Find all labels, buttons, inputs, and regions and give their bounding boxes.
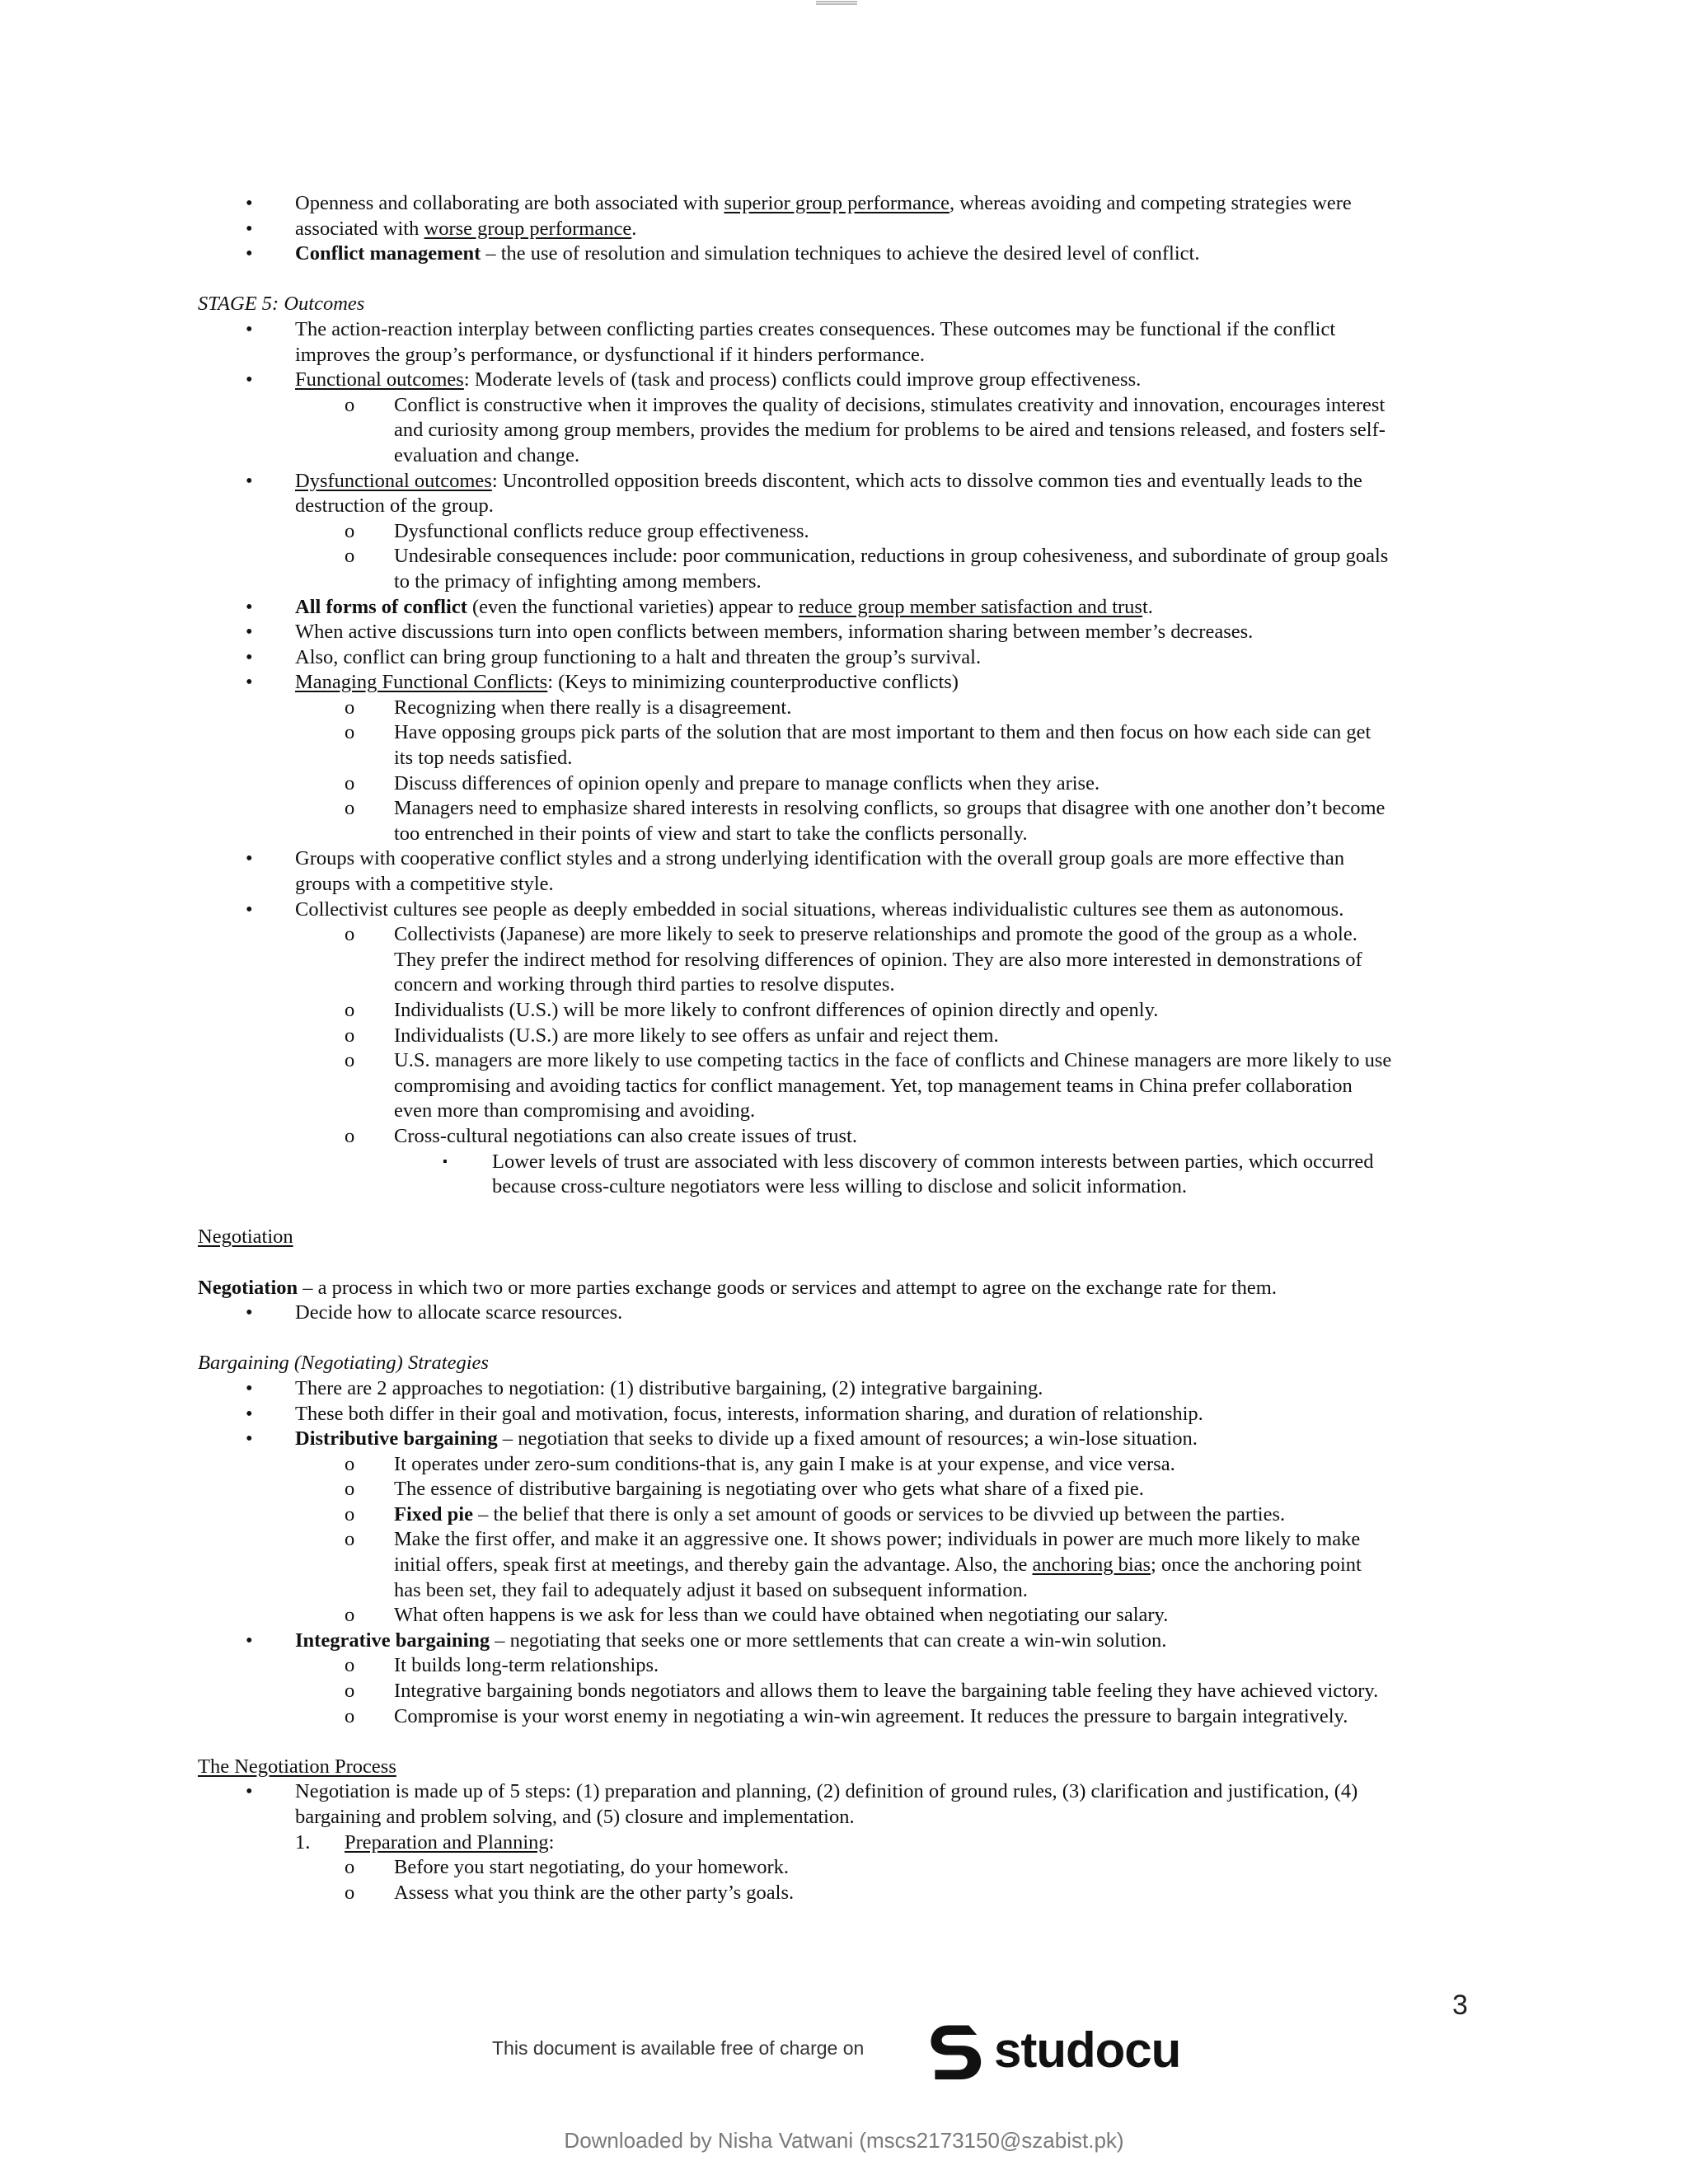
square-lower-trust: ▪ Lower levels of trust are associated with less discovery of common interests between parties, which occurred xyxy=(198,1150,1492,1175)
sub-fixed-pie: o Fixed pie – the belief that there is only a set amount of goods or services to be divvied up between the parties. xyxy=(198,1502,1492,1528)
sub-first-offer-cont2: has been set, they fail to adequately adjust it based on subsequent information. xyxy=(394,1578,1028,1601)
bullet-five-steps: • Negotiation is made up of 5 steps: (1) preparation and planning, (2) definition of ground rules, (3) clarification and justification, (4) xyxy=(198,1779,1492,1805)
sub-essence: o The essence of distributive bargaining is negotiating over who gets what share of a fixed pie. xyxy=(198,1477,1492,1502)
bullet-cooperative-cont: groups with a competitive style. xyxy=(295,873,554,896)
negotiation-heading: Negotiation xyxy=(198,1226,293,1249)
sub-recognizing: o Recognizing when there really is a disagreement. xyxy=(198,696,1492,721)
sub-us-managers-cont1: compromising and avoiding tactics for conflict management. Yet, top management teams in China prefer collaboration xyxy=(394,1074,1353,1097)
sub-collectivists-cont2: concern and working through third parties to resolve disputes. xyxy=(394,973,895,996)
page-number: 3 xyxy=(1452,1990,1468,2021)
sub-us-managers: o U.S. managers are more likely to use competing tactics in the face of conflicts and Chinese managers are more likely to use xyxy=(198,1048,1492,1074)
sub-opposing-groups-cont: its top needs satisfied. xyxy=(394,747,573,770)
bullet-functional-outcomes: • Functional outcomes: Moderate levels of (task and process) conflicts could improve group effectiveness. xyxy=(198,368,1492,393)
sub-individualists-confront: o Individualists (U.S.) will be more likely to confront differences of opinion directly and openly. xyxy=(198,998,1492,1024)
sub-dysfunctional-reduce: o Dysfunctional conflicts reduce group effectiveness. xyxy=(198,519,1492,545)
bullet-halt: • Also, conflict can bring group functioning to a halt and threaten the group’s survival. xyxy=(198,645,1492,671)
sub-us-managers-cont2: even more than compromising and avoiding. xyxy=(394,1099,756,1122)
sub-homework: o Before you start negotiating, do your homework. xyxy=(198,1855,1492,1881)
sub-managers-emphasize: o Managers need to emphasize shared interests in resolving conflicts, so groups that disagree with one another don’t become xyxy=(198,796,1492,822)
bullet-collectivist: • Collectivist cultures see people as deeply embedded in social situations, whereas individualistic cultures see them as autonomous. xyxy=(198,898,1492,923)
sub-constructive: o Conflict is constructive when it improves the quality of decisions, stimulates creativity and innovation, encourages interest xyxy=(198,393,1492,419)
sub-first-offer-cont1: initial offers, speak first at meetings, and thereby gain the advantage. Also, the anchoring bias; once the anchoring point xyxy=(394,1554,1362,1577)
studocu-wordmark: studocu xyxy=(994,2022,1181,2078)
bullet-all-forms: • All forms of conflict (even the functional varieties) appear to reduce group member satisfaction and trust. xyxy=(198,595,1492,621)
process-heading: The Negotiation Process xyxy=(198,1755,396,1778)
sub-individualists-offers: o Individualists (U.S.) are more likely to see offers as unfair and reject them. xyxy=(198,1024,1492,1049)
bullet-cooperative: • Groups with cooperative conflict styles and a strong underlying identification with the overall group goals are more effective than xyxy=(198,846,1492,872)
studocu-logo[interactable] xyxy=(921,2016,1180,2083)
stage5-heading: STAGE 5: Outcomes xyxy=(198,293,365,316)
bullet-openness-cont: • associated with worse group performance. xyxy=(198,217,1492,242)
sub-constructive-cont2: evaluation and change. xyxy=(394,443,580,466)
sub-undesirable-cont: to the primacy of infighting among members. xyxy=(394,569,762,593)
sub-discuss: o Discuss differences of opinion openly and prepare to manage conflicts when they arise. xyxy=(198,771,1492,797)
bullet-distributive: • Distributive bargaining – negotiation that seeks to divide up a fixed amount of resources; a win-lose situation. xyxy=(198,1427,1492,1452)
studocu-s-icon xyxy=(921,2016,989,2083)
bullet-conflict-management: • Conflict management – the use of resolution and simulation techniques to achieve the desired level of conflict. xyxy=(198,241,1492,267)
bullet-five-steps-cont: bargaining and problem solving, and (5) closure and implementation. xyxy=(295,1806,855,1828)
bullet-dysfunctional-cont: destruction of the group. xyxy=(295,494,494,518)
sub-bonds: o Integrative bargaining bonds negotiators and allows them to leave the bargaining table feeling they have achieved victory. xyxy=(198,1679,1492,1704)
square-lower-trust-cont: because cross-culture negotiators were less willing to disclose and solicit information. xyxy=(492,1175,1187,1198)
sub-managers-emphasize-cont: too entrenched in their points of view and start to take the conflicts personally. xyxy=(394,822,1028,845)
downloaded-by: Downloaded by Nisha Vatwani (mscs2173150@szabist.pk) xyxy=(564,2128,1124,2153)
bullet-allocate: • Decide how to allocate scarce resources. xyxy=(198,1301,1492,1326)
header-mark xyxy=(816,0,857,5)
sub-compromise: o Compromise is your worst enemy in negotiating a win-win agreement. It reduces the pressure to bargain integratively. xyxy=(198,1704,1492,1730)
sub-long-term: o It builds long-term relationships. xyxy=(198,1653,1492,1679)
sub-zero-sum: o It operates under zero-sum conditions-that is, any gain I make is at your expense, and vice versa. xyxy=(198,1452,1492,1478)
bullet-integrative: • Integrative bargaining – negotiating that seeks one or more settlements that can create a win-win solution. xyxy=(198,1629,1492,1654)
negotiation-definition: Negotiation – a process in which two or more parties exchange goods or services and attempt to agree on the exchange rate for them. xyxy=(198,1276,1277,1299)
sub-constructive-cont1: and curiosity among group members, provides the medium for problems to be aired and tensions released, and fosters self- xyxy=(394,419,1386,442)
sub-salary: o What often happens is we ask for less than we could have obtained when negotiating our salary. xyxy=(198,1603,1492,1629)
sub-collectivists-cont1: They prefer the indirect method for resolving differences of opinion. They are also more interested in demonstrations of xyxy=(394,948,1362,971)
document-body xyxy=(198,191,1492,1905)
sub-collectivists: o Collectivists (Japanese) are more likely to seek to preserve relationships and promote the good of the group as a whole. xyxy=(198,922,1492,948)
bullet-active-discussions: • When active discussions turn into open conflicts between members, information sharing between member’s decreases. xyxy=(198,620,1492,645)
availability-note: This document is available free of charge on xyxy=(492,2037,865,2059)
bullet-differ: • These both differ in their goal and motivation, focus, interests, information sharing, and duration of relationship. xyxy=(198,1402,1492,1427)
bullet-action-reaction: • The action-reaction interplay between conflicting parties creates consequences. These outcomes may be functional if the conflict xyxy=(198,317,1492,343)
sub-first-offer: o Make the first offer, and make it an aggressive one. It shows power; individuals in power are much more likely to make xyxy=(198,1527,1492,1553)
bullet-two-approaches: • There are 2 approaches to negotiation: (1) distributive bargaining, (2) integrative bargaining. xyxy=(198,1376,1492,1402)
bullet-action-reaction-cont: improves the group’s performance, or dysfunctional if it hinders performance. xyxy=(295,343,926,366)
bargaining-heading: Bargaining (Negotiating) Strategies xyxy=(198,1352,489,1375)
sub-undesirable: o Undesirable consequences include: poor communication, reductions in group cohesiveness, and subordinate of group goals xyxy=(198,544,1492,569)
sub-assess-goals: o Assess what you think are the other party’s goals. xyxy=(198,1881,1492,1906)
sub-cross-cultural: o Cross-cultural negotiations can also create issues of trust. xyxy=(198,1124,1492,1150)
sub-opposing-groups: o Have opposing groups pick parts of the solution that are most important to them and then focus on how each side can get xyxy=(198,720,1492,746)
bullet-dysfunctional-outcomes: • Dysfunctional outcomes: Uncontrolled opposition breeds discontent, which acts to dissolve common ties and eventually leads to the xyxy=(198,469,1492,494)
bullet-managing-functional: • Managing Functional Conflicts: (Keys to minimizing counterproductive conflicts) xyxy=(198,670,1492,696)
bullet-openness: • Openness and collaborating are both associated with superior group performance, whereas avoiding and competing strategies were xyxy=(198,191,1492,217)
step-preparation: 1. Preparation and Planning: xyxy=(295,1830,555,1854)
